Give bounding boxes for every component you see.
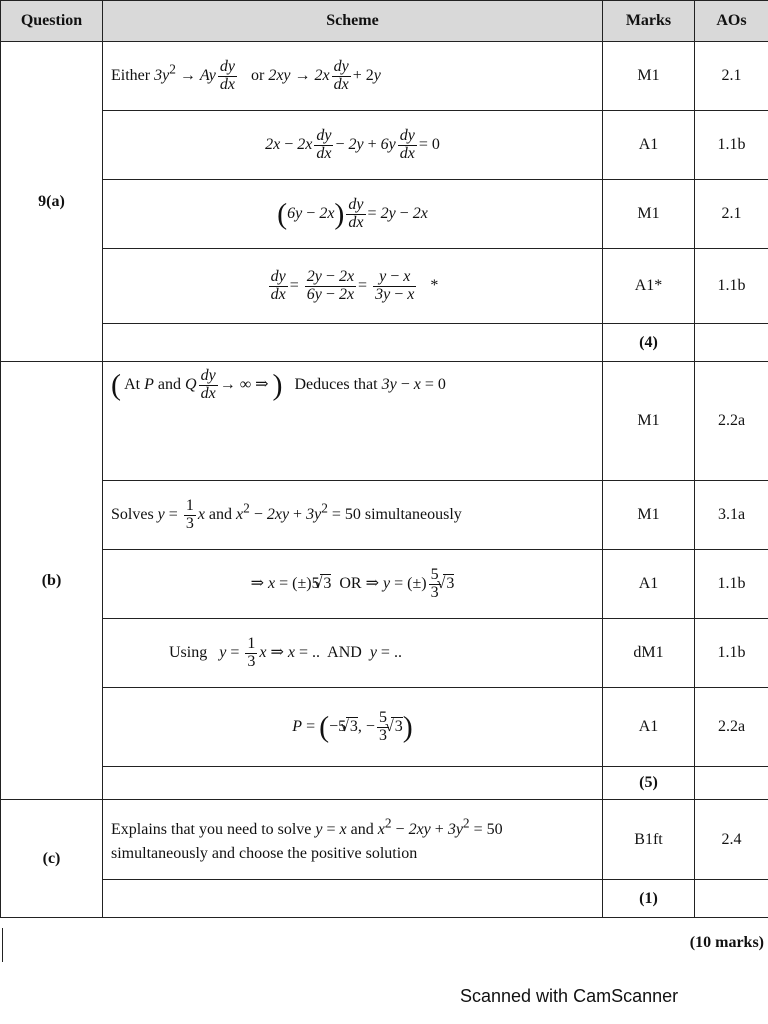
ao-cell-empty [695, 880, 768, 918]
subtotal-marks: (1) [603, 880, 695, 918]
scheme-math: Either $3y^2 \to Ay$ $\frac{dy}{dx}$ or 2xy → 2x $\frac{dy}{dx}$ + 2y [111, 57, 381, 93]
scheme-cell [103, 550, 603, 619]
question-label: (c) [1, 800, 103, 918]
scheme-math: Using y = $\frac{1}{3}$ x ⇒ x = .. AND y = .. [169, 634, 402, 670]
table-row [1, 362, 768, 481]
scheme-math: ( At P and Q $\frac{dy}{dx}$ → ∞ ⇒ ) Deduces that 3y − x = 0 [111, 367, 446, 402]
scheme-math: Solves y = $\frac{1}{3}$ x and $x^2 - 2xy + 3y^2 = 50$ simultaneously [111, 496, 462, 532]
marks-cell: M1 [603, 481, 695, 550]
marks-cell: A1 [603, 688, 695, 767]
scheme-cell [103, 42, 603, 111]
scheme-cell-empty [103, 767, 603, 800]
question-label: (b) [1, 362, 103, 800]
table-row [1, 688, 768, 767]
marks-cell: M1 [603, 180, 695, 249]
scheme-cell [103, 111, 603, 180]
ao-cell: 1.1b [695, 619, 768, 688]
ao-cell: 2.2a [695, 362, 768, 481]
scheme-math: P = (−5√ 3, − $\frac{5}{3}$ √ 3) [292, 718, 412, 735]
scheme-math: (6y − 2x) $\frac{dy}{dx}$ = 2y − 2x [277, 195, 428, 231]
scheme-cell [103, 800, 603, 880]
table-row [1, 619, 768, 688]
ao-cell: 2.1 [695, 180, 768, 249]
ao-cell-empty [695, 767, 768, 800]
ao-cell: 2.4 [695, 800, 768, 880]
scheme-cell [103, 362, 603, 481]
ao-cell: 1.1b [695, 249, 768, 324]
table-row [1, 111, 768, 180]
question-label: 9(a) [1, 42, 103, 362]
table-row [1, 550, 768, 619]
ao-cell: 2.1 [695, 42, 768, 111]
marks-cell: dM1 [603, 619, 695, 688]
marks-cell: A1 [603, 111, 695, 180]
scanner-watermark: Scanned with CamScanner [460, 986, 679, 1006]
marks-cell: M1 [603, 362, 695, 481]
scheme-math: ⇒ x = (±)5√ 3 OR ⇒ y = (±) $\frac{5}{3}$ √ 3 [251, 575, 455, 592]
header-scheme: Scheme [103, 1, 603, 42]
header-question: Question [1, 1, 103, 42]
scheme-cell [103, 688, 603, 767]
scheme-cell [103, 249, 603, 324]
marks-cell: A1 [603, 550, 695, 619]
total-marks: (10 marks) [2, 928, 768, 962]
marks-cell: B1ft [603, 800, 695, 880]
table-row [1, 180, 768, 249]
scheme-cell-empty [103, 324, 603, 362]
marks-cell: A1* [603, 249, 695, 324]
subtotal-marks: (5) [603, 767, 695, 800]
scheme-cell [103, 619, 603, 688]
scheme-math: $\frac{dy}{dx}$ = $\frac{2y - 2x}{6y - 2x}$ = $\frac{y - x}{3y - x}$ * [270, 267, 439, 303]
ao-cell: 3.1a [695, 481, 768, 550]
header-aos: AOs [695, 1, 768, 42]
table-row [1, 42, 768, 111]
ao-cell-empty [695, 324, 768, 362]
marks-cell: M1 [603, 42, 695, 111]
table-row [1, 249, 768, 324]
scheme-cell [103, 180, 603, 249]
table-row [1, 800, 768, 880]
scheme-math: 2x − 2x $\frac{dy}{dx}$ − 2y + 6y $\frac{dy}{dx}$ = 0 [265, 126, 440, 162]
ao-cell: 1.1b [695, 111, 768, 180]
header-marks: Marks [603, 1, 695, 42]
table-row [1, 324, 768, 362]
scheme-math: Explains that you need to solve y = x and $x^2 - 2xy + 3y^2 = 50$ simultaneously and choose the positive solution [111, 815, 503, 862]
scheme-cell-empty [103, 880, 603, 918]
table-row [1, 767, 768, 800]
table-row [1, 880, 768, 918]
table-row [1, 481, 768, 550]
subtotal-marks: (4) [603, 324, 695, 362]
ao-cell: 2.2a [695, 688, 768, 767]
ao-cell: 1.1b [695, 550, 768, 619]
header-row [1, 1, 768, 42]
scheme-cell [103, 481, 603, 550]
